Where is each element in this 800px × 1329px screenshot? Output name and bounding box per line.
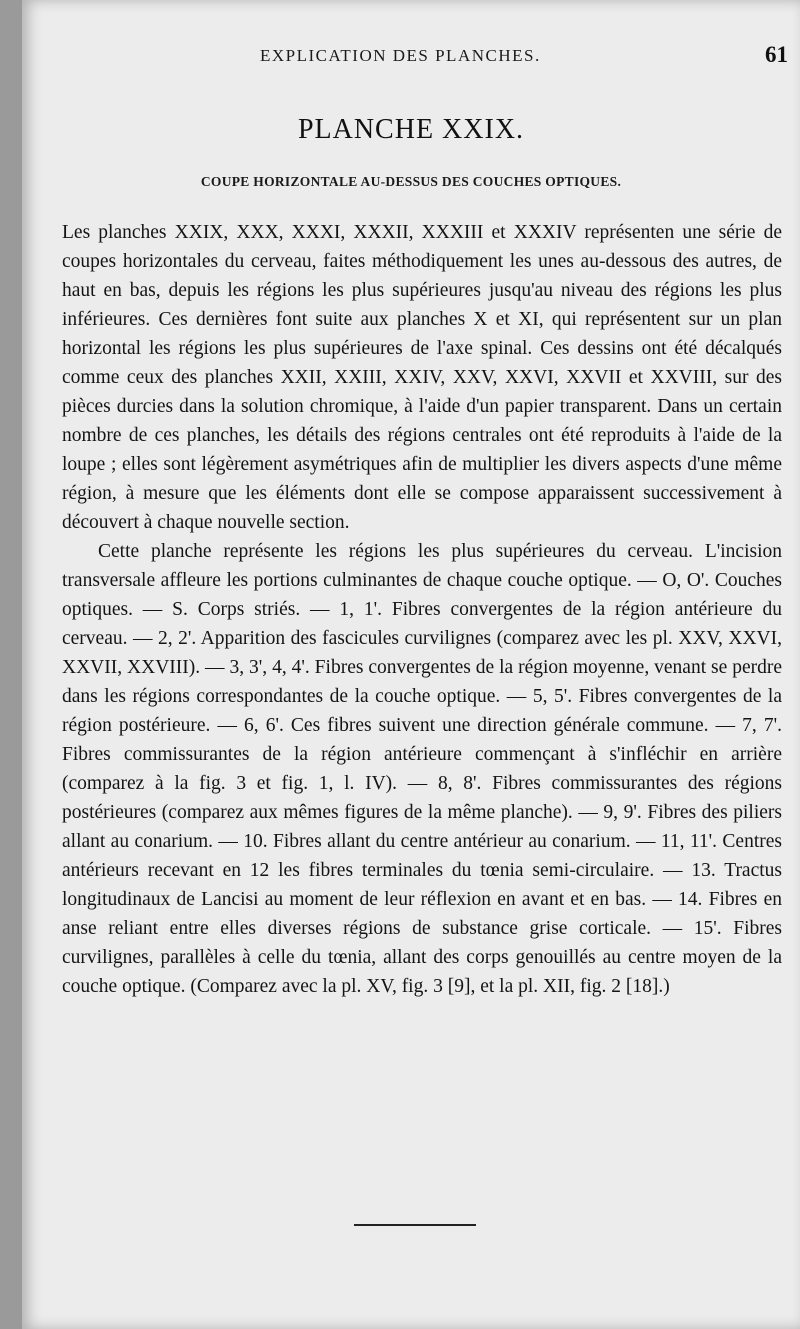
page-number: 61 [765, 42, 788, 67]
running-head [22, 42, 800, 74]
paragraph-legend: Cette planche représente les régions les plus supérieures du cerveau. L'incision transversale affleure les portions culminantes de chaque couche optique. — O, O'. Couches optiques. — S. Corps striés. — 1, 1'. Fibres convergentes de la région antérieure du cerveau. — 2, 2'. Apparition des fascicules curvilignes (comparez avec les pl. XXV, XXVI, XXVII, XXVIII). — 3, 3', 4, 4'. Fibres convergentes de la région moyenne, venant se perdre dans les régions correspondantes de la couche optique. — 5, 5'. Fibres convergentes de la région postérieure. — 6, 6'. Ces fibres suivent une direction générale commune. — 7, 7'. Fibres commissurantes de la région antérieure commençant à s'infléchir en arrière (comparez à la fig. 3 et fig. 1, l. IV). — 8, 8'. Fibres commissurantes des régions postérieures (comparez aux mêmes figures de la même planche). — 9, 9'. Fibres des piliers allant au conarium. — 10. Fibres allant du centre antérieur au conarium. — 11, 11'. Centres antérieurs recevant en 12 les fibres terminales du tœnia semi-circulaire. — 13. Tractus longitudinaux de Lancisi au moment de leur réflexion en avant et en bas. — 14. Fibres en anse reliant entre elles diverses régions de substance grise corticale. — 15'. Fibres curvilignes, parallèles à celle du tœnia, allant des corps genouillés au centre moyen de la couche optique. (Comparez avec la pl. XV, fig. 3 [9], et la pl. XII, fig. 2 [18].) [62, 541, 782, 997]
book-page [22, 0, 800, 1329]
running-title: EXPLICATION DES PLANCHES. [260, 46, 541, 65]
body-text [62, 218, 782, 1001]
plate-subtitle: COUPE HORIZONTALE AU-DESSUS DES COUCHES OPTIQUES. [200, 174, 622, 189]
paragraph-intro: Les planches XXIX, XXX, XXXI, XXXII, XXXIII et XXXIV représenten une série de coupes horizontales du cerveau, faites méthodiquement les unes au-dessous des autres, de haut en bas, depuis les régions les plus supérieures jusqu'au niveau des régions les plus inférieures. Ces dernières font suite aux planches X et XI, qui représentent sur un plan horizontal les régions les plus supérieures de l'axe spinal. Ces dessins ont été décalqués comme ceux des planches XXII, XXIII, XXIV, XXV, XXVI, XXVII et XXVIII, sur des pièces durcies dans la solution chromique, à l'aide d'un papier transparent. Dans un certain nombre de ces planches, les détails des régions centrales ont été reproduits à l'aide de la loupe ; elles sont légèrement asymétriques afin de multiplier les divers aspects d'une même région, à mesure que les éléments dont elle se compose apparaissent successivement à découvert à chaque nouvelle section. [62, 222, 782, 533]
closing-rule [354, 1224, 476, 1226]
plate-title: PLANCHE XXIX. [297, 114, 525, 145]
